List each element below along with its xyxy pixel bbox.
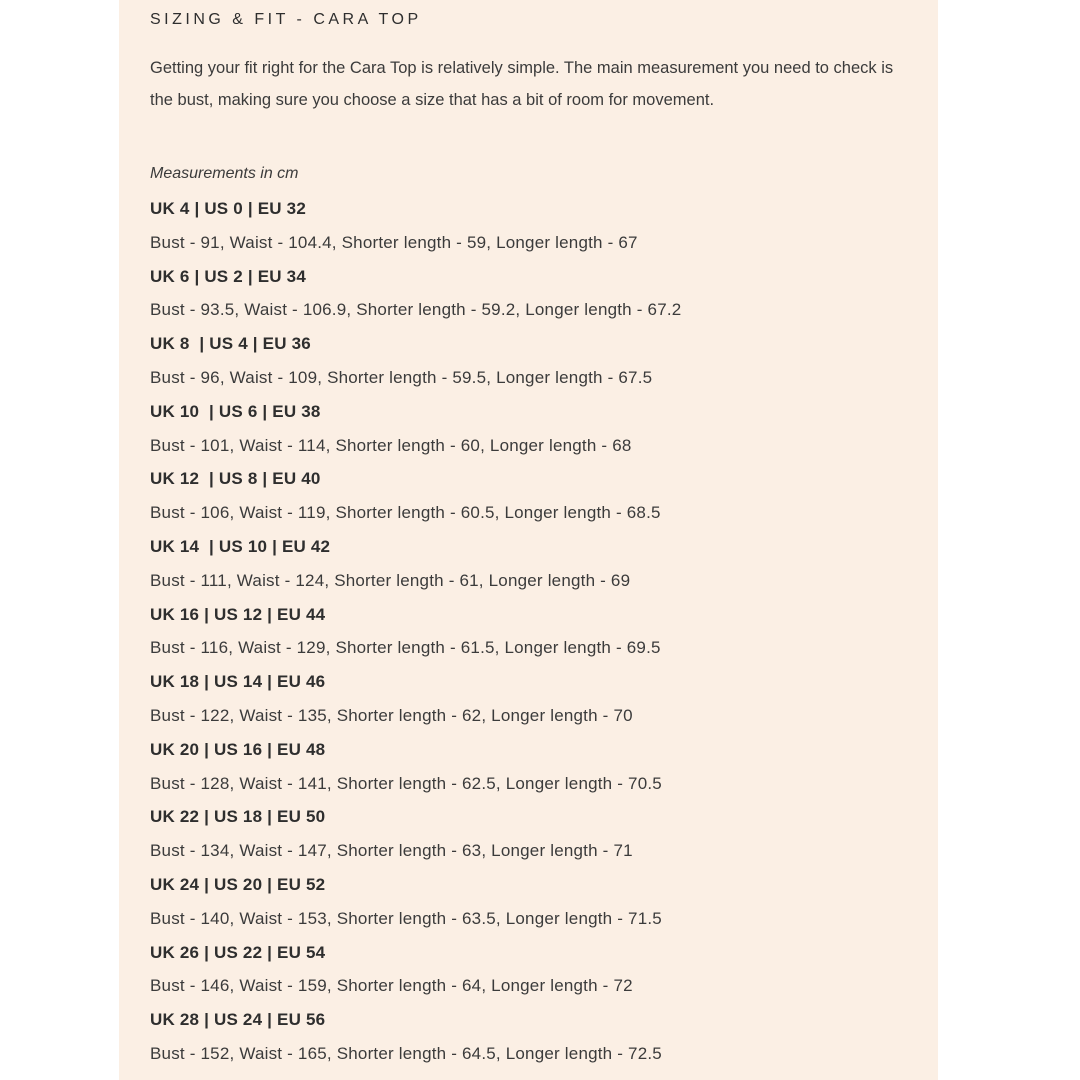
size-list	[150, 192, 908, 1071]
size-label: UK 28 | US 24 | EU 56	[150, 1010, 326, 1030]
size-row	[150, 598, 908, 666]
size-row	[150, 462, 908, 530]
size-row	[150, 260, 908, 328]
size-label: UK 6 | US 2 | EU 34	[150, 266, 306, 286]
size-label: UK 8 | US 4 | EU 36	[150, 334, 311, 354]
size-row	[150, 800, 908, 868]
size-measurements: Bust - 101, Waist - 114, Shorter length - 60, Longer length - 68	[150, 435, 632, 455]
size-measurements: Bust - 122, Waist - 135, Shorter length - 62, Longer length - 70	[150, 705, 633, 725]
size-row	[150, 395, 908, 463]
size-row	[150, 665, 908, 733]
size-label: UK 20 | US 16 | EU 48	[150, 739, 326, 759]
size-measurements: Bust - 96, Waist - 109, Shorter length - 59.5, Longer length - 67.5	[150, 367, 653, 387]
size-label: UK 24 | US 20 | EU 52	[150, 874, 326, 894]
size-label: UK 26 | US 22 | EU 54	[150, 942, 326, 962]
size-measurements: Bust - 128, Waist - 141, Shorter length - 62.5, Longer length - 70.5	[150, 773, 662, 793]
size-row	[150, 936, 908, 1004]
page-title: SIZING & FIT - CARA TOP	[150, 11, 422, 28]
size-measurements: Bust - 111, Waist - 124, Shorter length - 61, Longer length - 69	[150, 570, 631, 590]
size-measurements: Bust - 134, Waist - 147, Shorter length - 63, Longer length - 71	[150, 841, 633, 861]
size-measurements: Bust - 93.5, Waist - 106.9, Shorter length - 59.2, Longer length - 67.2	[150, 300, 682, 320]
size-label: UK 14 | US 10 | EU 42	[150, 536, 331, 556]
units-note: Measurements in cm	[150, 165, 299, 182]
size-measurements: Bust - 116, Waist - 129, Shorter length - 61.5, Longer length - 69.5	[150, 638, 661, 658]
size-row	[150, 192, 908, 260]
intro-paragraph: Getting your fit right for the Cara Top is relatively simple. The main measurement you need to check is the bust, making sure you choose a size that has a bit of room for movement.	[150, 59, 894, 109]
size-row	[150, 733, 908, 801]
size-measurements: Bust - 146, Waist - 159, Shorter length - 64, Longer length - 72	[150, 976, 633, 996]
size-measurements: Bust - 152, Waist - 165, Shorter length - 64.5, Longer length - 72.5	[150, 1043, 662, 1063]
size-measurements: Bust - 140, Waist - 153, Shorter length - 63.5, Longer length - 71.5	[150, 908, 662, 928]
size-row	[150, 1003, 908, 1071]
size-measurements: Bust - 91, Waist - 104.4, Shorter length - 59, Longer length - 67	[150, 232, 638, 252]
size-measurements: Bust - 106, Waist - 119, Shorter length - 60.5, Longer length - 68.5	[150, 503, 661, 523]
size-label: UK 4 | US 0 | EU 32	[150, 199, 306, 218]
size-row	[150, 530, 908, 598]
size-label: UK 22 | US 18 | EU 50	[150, 807, 326, 827]
size-guide-panel	[119, 0, 938, 1080]
size-label: UK 18 | US 14 | EU 46	[150, 672, 326, 692]
size-label: UK 12 | US 8 | EU 40	[150, 469, 321, 489]
size-row	[150, 327, 908, 395]
size-label: UK 10 | US 6 | EU 38	[150, 401, 321, 421]
size-label: UK 16 | US 12 | EU 44	[150, 604, 326, 624]
size-row	[150, 868, 908, 936]
